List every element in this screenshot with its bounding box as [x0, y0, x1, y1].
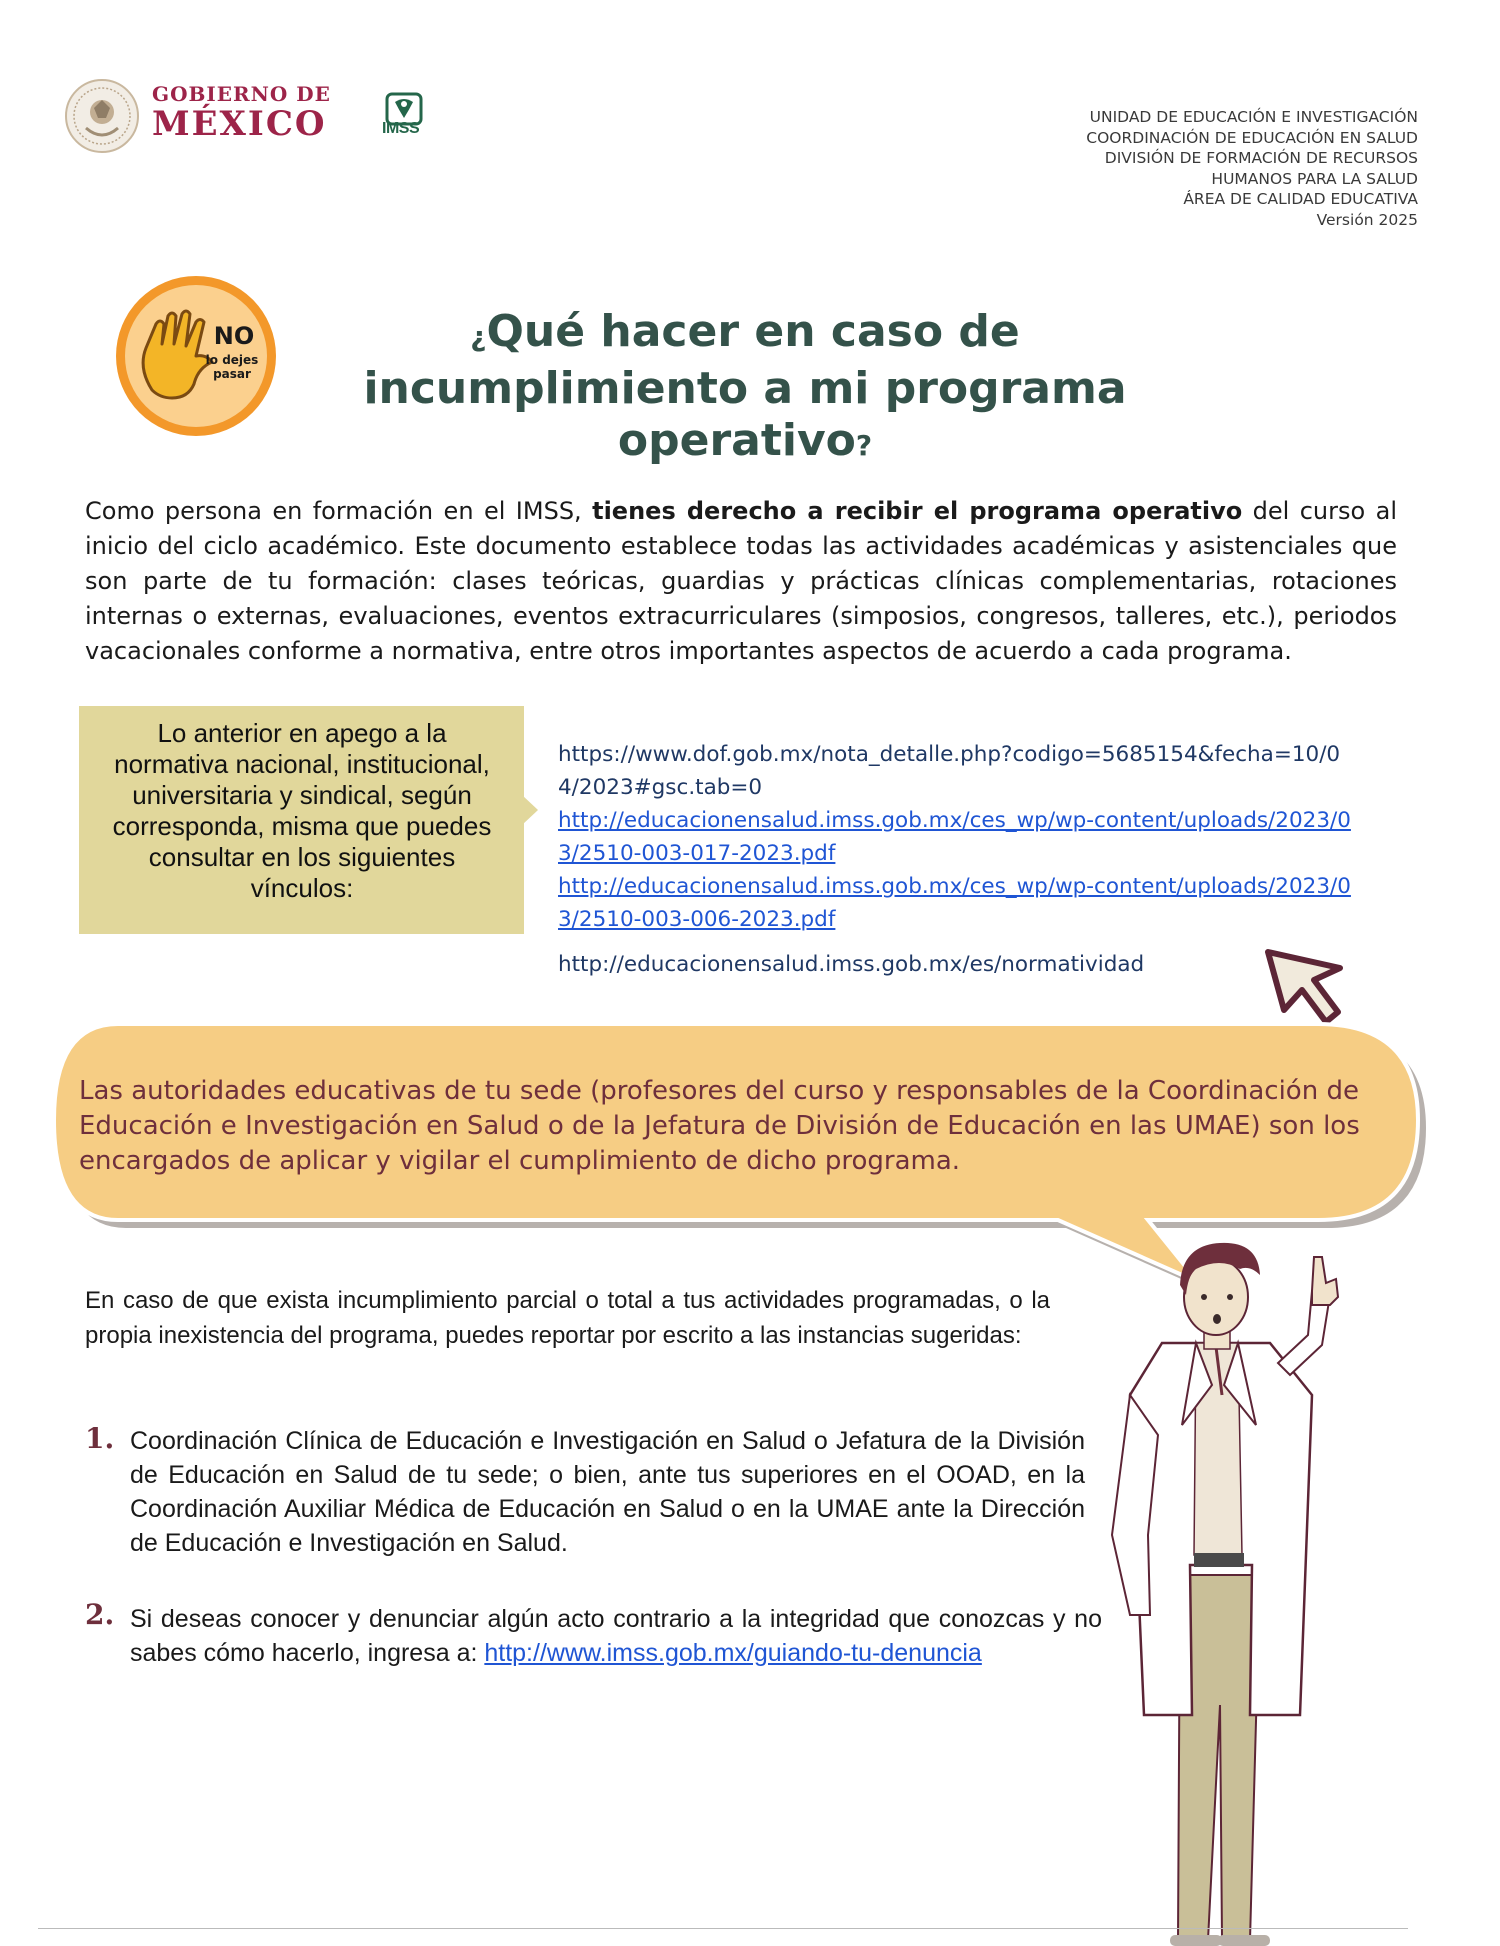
title-line-2: incumplimiento a mi programa: [363, 363, 1127, 414]
normativa-callout-text: Lo anterior en apego a la normativa nacional, institucional, universitaria y sindical, según corresponda, misma que puedes consultar en los siguientes vínculos:: [112, 718, 492, 903]
org-line: DIVISIÓN DE FORMACIÓN DE RECURSOS: [1104, 149, 1418, 167]
list-item-2-text: Si deseas conocer y denunciar algún acto contrario a la integridad que conozcas y no sabes cómo hacerlo, ingresa a:: [130, 1605, 1102, 1667]
organization-header: [1086, 107, 1418, 230]
link-normatividad[interactable]: http://educacionensalud.imss.gob.mx/es/normatividad: [558, 952, 1145, 977]
intro-bold-text: tienes derecho a recibir el programa operativo: [592, 497, 1243, 525]
org-line: UNIDAD DE EDUCACIÓN E INVESTIGACIÓN: [1089, 108, 1418, 126]
gobierno-label: GOBIERNO DE: [152, 82, 331, 106]
org-line: COORDINACIÓN DE EDUCACIÓN EN SALUD: [1086, 128, 1418, 147]
callout-pointer: [522, 795, 538, 825]
item-number: 1.: [85, 1422, 115, 1455]
list-item-1-text: Coordinación Clínica de Educación e Investigación en Salud o Jefatura de la División de Educación en Salud de tu sede; o bien, ante tus superiores en el OOAD, en la Coordinación Auxiliar Médica de Educación en Salud o en la UMAE ante la Dirección de Educación e Investigación en Salud.: [130, 1427, 1085, 1557]
page-title: [300, 306, 1190, 472]
title-line-3: operativo: [617, 415, 856, 466]
speech-bubble-text: Las autoridades educativas de tu sede (profesores del curso y responsables de la Coordinación de Educación e Investigación en Salud o de la Jefatura de División de Educación en las UMAE) son los encargados de aplicar y vigilar el cumplimiento de dicho programa.: [79, 1076, 1360, 1176]
item-number: 2.: [85, 1598, 115, 1631]
intro-paragraph: [85, 494, 1397, 669]
org-line: ÁREA DE CALIDAD EDUCATIVA: [1183, 190, 1418, 208]
badge-no-text: NO: [213, 322, 255, 350]
mexico-seal-icon: [64, 78, 140, 154]
mexico-label: MÉXICO: [152, 104, 327, 144]
denuncia-link[interactable]: http://www.imss.gob.mx/guiando-tu-denuncia: [484, 1639, 982, 1667]
intro-text-1: Como persona en formación en el IMSS,: [85, 497, 593, 525]
title-line-1: Qué hacer en caso de: [486, 306, 1020, 357]
footer-divider: [38, 1928, 1408, 1929]
title-close-question: ?: [855, 429, 873, 462]
org-line: HUMANOS PARA LA SALUD: [1211, 169, 1418, 188]
intro-text-2: del curso al inicio del ciclo académico. Este documento establece todas las actividades académicas y asistenciales que son parte de tu formación: clases teóricas, guardias y prácticas clínicas complementarias, rotaciones internas o externas, evaluaciones, eventos extracurriculares (simposios, congresos, talleres, etc.), periodos vacacionales conforme a normativa, entre otros importantes aspectos de acuerdo a cada programa.: [85, 497, 1397, 665]
version-label: Versión 2025: [1316, 210, 1418, 229]
badge-line3-text: pasar: [213, 367, 251, 381]
badge-line2-text: lo dejes: [205, 353, 259, 367]
no-lo-dejes-pasar-badge: [112, 272, 280, 440]
list-item-2: [130, 1602, 1102, 1670]
title-open-question: ¿: [470, 320, 487, 353]
link-dof[interactable]: https://www.dof.gob.mx/nota_detalle.php?codigo=5685154&fecha=10/04/2023#gsc.tab=0: [558, 742, 1341, 800]
imss-label: IMSS: [382, 120, 420, 137]
doctor-illustration: [1100, 1235, 1370, 1946]
link-norma-017[interactable]: http://educacionensalud.imss.gob.mx/ces_wp/wp-content/uploads/2023/03/2510-003-017-2023.pdf: [558, 808, 1351, 866]
instructions-paragraph: En caso de que exista incumplimiento parcial o total a tus actividades programadas, o la propia inexistencia del programa, puedes reportar por escrito a las instancias sugeridas:: [85, 1287, 1050, 1349]
link-norma-006[interactable]: http://educacionensalud.imss.gob.mx/ces_wp/wp-content/uploads/2023/03/2510-003-006-2023.pdf: [558, 874, 1351, 932]
